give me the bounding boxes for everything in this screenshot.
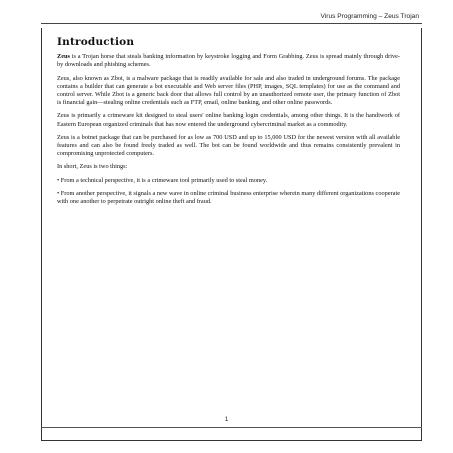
section-heading: Introduction xyxy=(57,36,135,48)
page-number: 1 xyxy=(224,417,229,423)
paragraph-lead-term: Zeus xyxy=(57,53,70,61)
header-rule xyxy=(41,23,422,24)
paragraph-2: Zeus, also known as Zbot, is a malware package that is readily available for sale and also traded in underground forums. The package contains a builder that can generate a bot executable and Web server files (PHP, images, SQL templates) for use as the command and control server. While Zbot is a generic back door that allows full control by an unauthorized remote user, the primary function of Zbot is financial gain—stealing online credentials such as FTP, email, online banking, and other online passwords. xyxy=(57,74,400,107)
paragraph-3: Zeus is primarily a crimeware kit designed to steal users' online banking login credentials, among other things. It is the handiwork of Eastern European organized criminals that has now entered the underground cybercriminal market as a commodity. xyxy=(57,112,400,128)
running-header: Virus Programming – Zeus Trojan xyxy=(320,13,419,20)
bullet-item-2: • From another perspective, it signals a new wave in online criminal business enterprise wherein many different organizations cooperate with one another to perpetrate outright online theft and fraud. xyxy=(57,189,400,206)
footer-rule xyxy=(41,427,422,428)
bullet-item-1: • From a technical perspective, it is a crimeware tool primarily used to steal money. xyxy=(57,176,268,184)
main-content xyxy=(57,38,400,211)
paragraph-1 xyxy=(57,53,400,69)
paragraph-5: In short, Zeus is two things: xyxy=(57,163,128,171)
paragraph-text: is a Trojan horse that steals banking information by keystroke logging and Form Grabbing. Zeus is spread mainly through drive-by downloads and phishing schemes. xyxy=(57,53,400,69)
paragraph-4: Zeus is a botnet package that can be purchased for as low as 700 USD and up to 15,000 USD for the newest version with all available features and can also be found freely traded as well. The bot can be found worldwide and thus remains consistently prevalent in compromising unprotected computers. xyxy=(57,133,400,158)
